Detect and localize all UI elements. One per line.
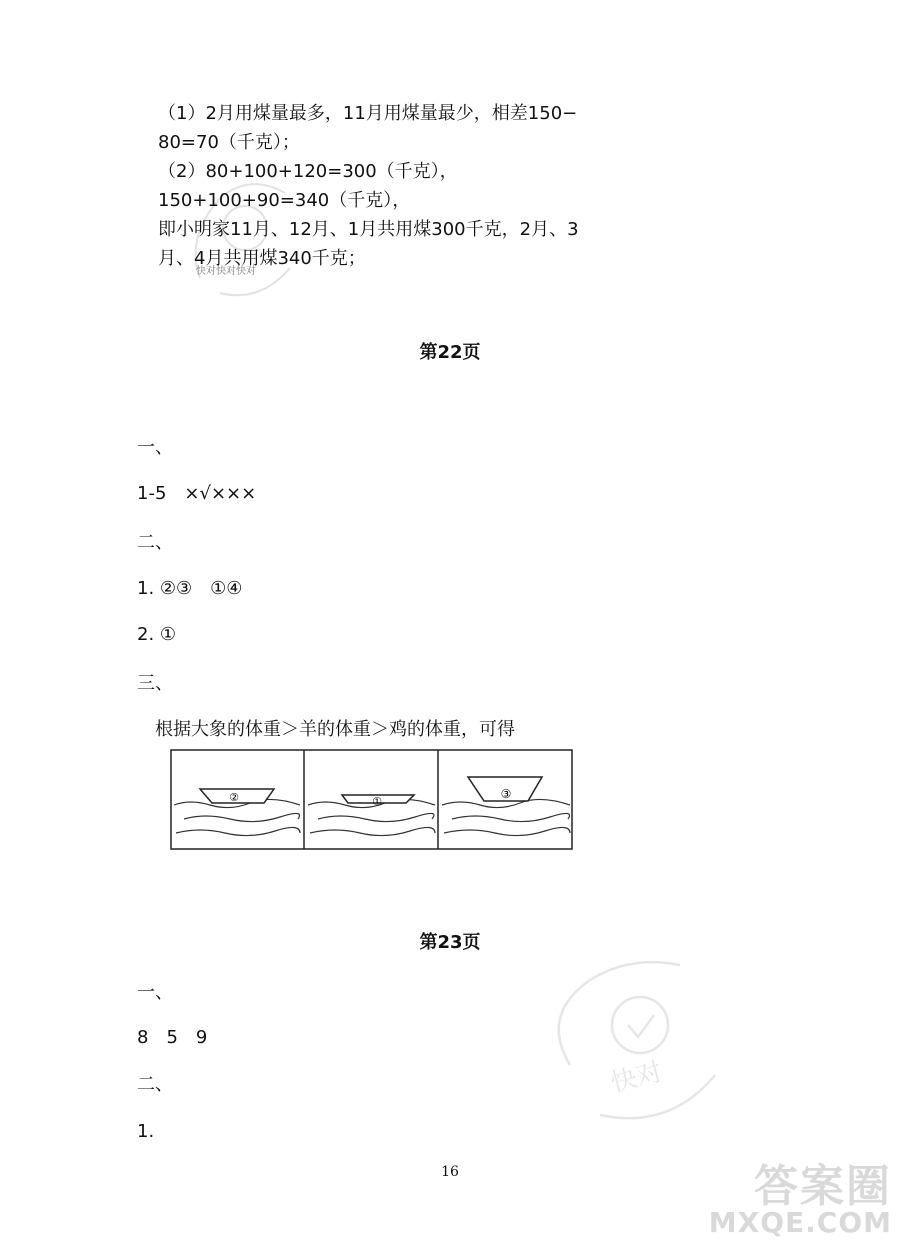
answer-line: 1. — [137, 1121, 155, 1142]
watermark-logo-bottom — [540, 955, 740, 1135]
text-line: 80=70（千克）； — [158, 132, 300, 153]
site-watermark-top: 答案圈 — [754, 1161, 892, 1212]
boats-figure — [170, 749, 574, 851]
section-label: 二、 — [137, 532, 173, 553]
text-line: （1）2月用煤量最多，11月用煤量最少，相差150− — [158, 103, 578, 124]
watermark-text: 快对快对快对 — [196, 266, 256, 277]
answer-line: 2. ① — [137, 624, 177, 645]
svg-text:快对: 快对 — [607, 1056, 666, 1100]
boat-label: ③ — [500, 787, 512, 801]
section-label: 三、 — [137, 673, 173, 694]
section-label: 二、 — [137, 1074, 173, 1095]
answer-text: 根据大象的体重＞羊的体重＞鸡的体重，可得 — [155, 719, 515, 740]
section-heading-page23: 第23页 — [419, 932, 481, 953]
text-line: 150+100+90=340（千克）， — [158, 190, 411, 211]
answer-line: 1. ②③ ①④ — [137, 578, 243, 599]
section-label: 一、 — [137, 982, 173, 1003]
answer-line: 8 5 9 — [137, 1027, 208, 1048]
boat-label: ① — [372, 795, 382, 808]
text-line: 即小明家11月、12月、1月共用煤300千克，2月、3 — [158, 219, 579, 240]
page-number: 16 — [441, 1164, 459, 1180]
text-line: 月、4月共用煤340千克； — [158, 248, 366, 269]
site-watermark-bottom: MXQE.COM — [708, 1206, 892, 1239]
section-heading-page22: 第22页 — [419, 342, 481, 363]
section-label: 一、 — [137, 437, 173, 458]
boat-label: ② — [229, 791, 239, 804]
answer-line: 1-5 ×√××× — [137, 483, 257, 504]
text-line: （2）80+100+120=300（千克）， — [158, 161, 458, 182]
